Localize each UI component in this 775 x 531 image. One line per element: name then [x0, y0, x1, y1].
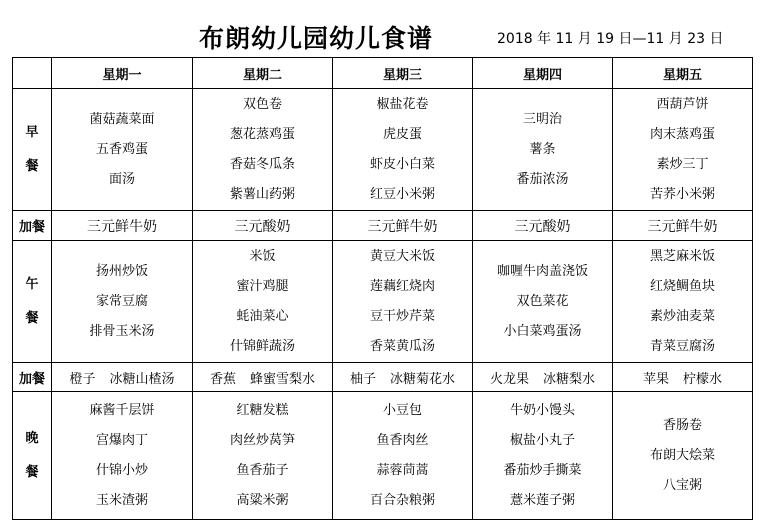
- dish: 香肠卷: [662, 417, 702, 433]
- table-row: [13, 89, 753, 211]
- snack-item: 蜂蜜雪梨水: [250, 371, 316, 387]
- dish: 红烧鲷鱼块: [649, 278, 715, 294]
- dish: 蒜蓉茼蒿: [376, 462, 429, 478]
- row-label-snack: 加餐: [13, 363, 52, 392]
- dish: 小白菜鸡蛋汤: [503, 323, 582, 339]
- meal-cell: [52, 89, 193, 211]
- snack-item: 柠檬水: [683, 371, 723, 387]
- snack-item: 三元鲜牛奶: [87, 218, 157, 235]
- meal-cell: [613, 241, 753, 363]
- dish: 红糖发糕: [236, 402, 289, 418]
- dish: 蚝油菜心: [236, 308, 289, 324]
- dish: 麻酱千层饼: [89, 402, 155, 418]
- dish: 黄豆大米饭: [369, 248, 435, 264]
- day-header: 星期二: [193, 58, 333, 89]
- date-range: 2018 年 11 月 19 日—11 月 23 日: [497, 31, 724, 47]
- meal-cell: [193, 392, 333, 520]
- snack-cell: [473, 211, 613, 241]
- dish: 三明治: [522, 111, 562, 127]
- table-row: [13, 211, 753, 241]
- snack-cell: [193, 211, 333, 241]
- dish: 香菇冬瓜条: [229, 156, 295, 172]
- header-row: [13, 58, 753, 89]
- dish: 百合杂粮粥: [369, 492, 435, 508]
- dish: 鱼香茄子: [236, 462, 289, 478]
- dish: 紫薯山药粥: [229, 186, 295, 202]
- snack-item: 冰糖山楂汤: [109, 371, 175, 387]
- snack-cell: [333, 363, 473, 392]
- meal-cell: [333, 89, 473, 211]
- snack-cell: [473, 363, 613, 392]
- snack-cell: [613, 211, 753, 241]
- dish: 玉米渣粥: [95, 492, 148, 508]
- dish: 豆干炒芹菜: [369, 308, 435, 324]
- snack-cell: [52, 363, 193, 392]
- row-label-dinner: 晚 餐: [13, 392, 52, 520]
- snack-item: 三元鲜牛奶: [367, 218, 438, 235]
- meal-cell: [473, 89, 613, 211]
- snack-item: 三元酸奶: [234, 218, 291, 235]
- corner-cell: [13, 58, 52, 89]
- meal-cell: [193, 89, 333, 211]
- dish: 双色卷: [242, 96, 282, 112]
- dish: 椒盐小丸子: [509, 432, 575, 448]
- snack-item: 三元酸奶: [514, 218, 571, 235]
- snack-item: 柚子: [349, 371, 376, 387]
- snack-cell: [333, 211, 473, 241]
- dish: 面汤: [108, 171, 135, 187]
- dish: 番茄炒手撕菜: [503, 462, 582, 478]
- day-header: 星期四: [473, 58, 613, 89]
- day-header: 星期五: [613, 58, 753, 89]
- dish: 家常豆腐: [95, 293, 148, 309]
- dish: 青菜豆腐汤: [649, 338, 715, 354]
- snack-item: 冰糖梨水: [543, 371, 596, 387]
- snack-item: 冰糖菊花水: [390, 371, 456, 387]
- dish: 莲藕红烧肉: [369, 278, 435, 294]
- dish: 黑芝麻米饭: [649, 248, 715, 264]
- dish: 扬州炒饭: [95, 263, 148, 279]
- dish: 苦荞小米粥: [649, 186, 715, 202]
- page-title: 布朗幼儿园幼儿食谱: [199, 24, 434, 53]
- dish: 牛奶小馒头: [509, 402, 575, 418]
- table-row: [13, 363, 753, 392]
- dish: 鱼香肉丝: [376, 432, 429, 448]
- dish: 肉末蒸鸡蛋: [649, 126, 715, 142]
- dish: 小豆包: [382, 402, 422, 418]
- meal-cell: [52, 392, 193, 520]
- meal-cell: [473, 392, 613, 520]
- dish: 薯条: [529, 141, 556, 157]
- meal-cell: [333, 392, 473, 520]
- dish: 西葫芦饼: [656, 96, 709, 112]
- day-header: 星期三: [333, 58, 473, 89]
- row-label-lunch: 午 餐: [13, 241, 52, 363]
- row-label-breakfast: 早 餐: [13, 89, 52, 211]
- snack-item: 橙子: [69, 371, 96, 387]
- dish: 什锦鲜蔬汤: [229, 338, 295, 354]
- dish: 双色菜花: [516, 293, 569, 309]
- day-header: 星期一: [52, 58, 193, 89]
- dish: 蜜汁鸡腿: [236, 278, 289, 294]
- dish: 素炒三丁: [656, 156, 709, 172]
- dish: 红豆小米粥: [369, 186, 435, 202]
- snack-cell: [52, 211, 193, 241]
- dish: 葱花蒸鸡蛋: [229, 126, 295, 142]
- snack-item: 三元鲜牛奶: [647, 218, 718, 235]
- snack-cell: [613, 363, 753, 392]
- dish: 椒盐花卷: [376, 96, 429, 112]
- snack-item: 香蕉: [209, 371, 236, 387]
- dish: 虎皮蛋: [382, 126, 422, 142]
- dish: 薏米莲子粥: [509, 492, 575, 508]
- snack-cell: [193, 363, 333, 392]
- dish: 八宝粥: [662, 477, 702, 493]
- dish: 宫爆肉丁: [95, 432, 148, 448]
- snack-item: 苹果: [642, 371, 669, 387]
- table-row: [13, 241, 753, 363]
- dish: 排骨玉米汤: [89, 323, 155, 339]
- menu-table: [12, 57, 753, 520]
- meal-cell: [613, 392, 753, 520]
- dish: 布朗大烩菜: [649, 447, 715, 463]
- meal-cell: [613, 89, 753, 211]
- dish: 香菜黄瓜汤: [369, 338, 435, 354]
- dish: 咖喱牛肉盖浇饭: [496, 263, 588, 279]
- dish: 什锦小炒: [95, 462, 148, 478]
- row-label-snack: 加餐: [13, 211, 52, 241]
- dish: 肉丝炒莴笋: [229, 432, 295, 448]
- dish: 高粱米粥: [236, 492, 289, 508]
- dish: 素炒油麦菜: [649, 308, 715, 324]
- snack-item: 火龙果: [489, 371, 529, 387]
- meal-cell: [193, 241, 333, 363]
- meal-cell: [473, 241, 613, 363]
- meal-cell: [52, 241, 193, 363]
- meal-cell: [333, 241, 473, 363]
- dish: 米饭: [249, 248, 276, 264]
- dish: 番茄浓汤: [516, 171, 569, 187]
- table-row: [13, 392, 753, 520]
- dish: 虾皮小白菜: [369, 156, 435, 172]
- dish: 五香鸡蛋: [95, 141, 148, 157]
- dish: 菌菇蔬菜面: [89, 111, 155, 127]
